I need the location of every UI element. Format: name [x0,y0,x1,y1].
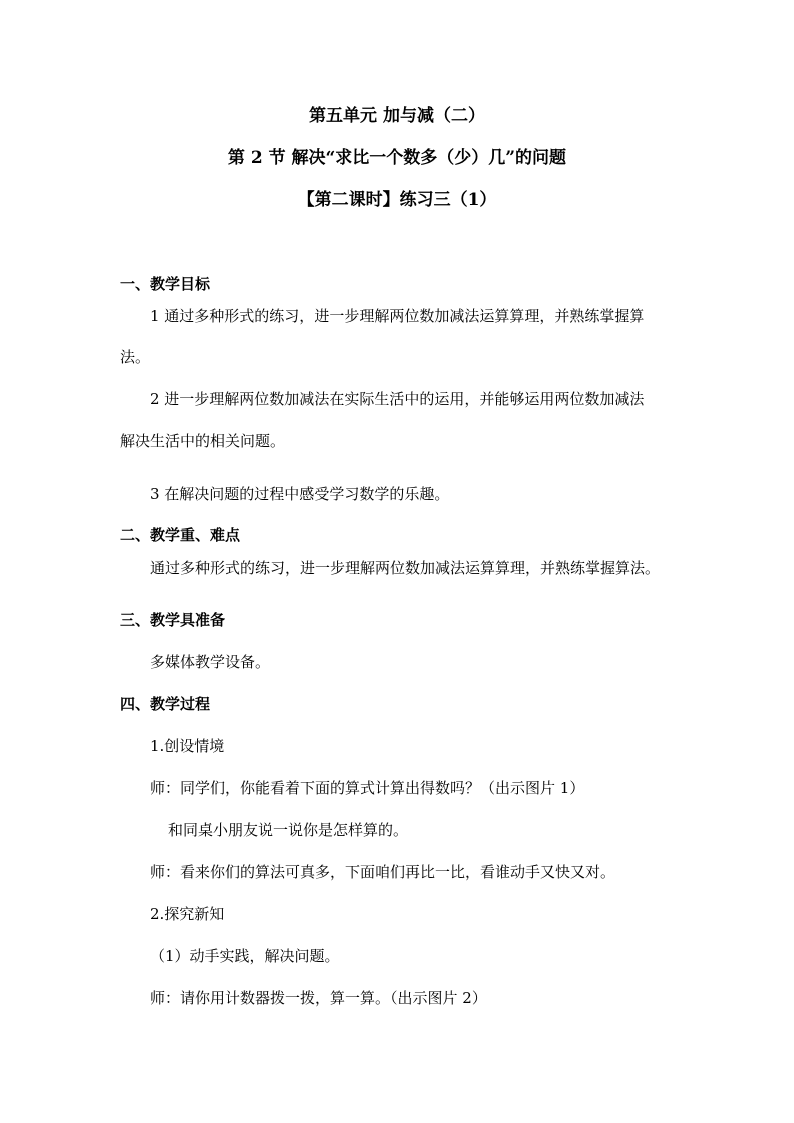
process-step-1: 1.创设情境 [150,737,225,755]
objectives-heading: 一、教学目标 [120,275,211,293]
lesson-title: 【第二课时】练习三（1） [297,190,497,210]
process-paragraph-2: 和同桌小朋友说一说你是怎样算的。 [168,821,409,839]
process-paragraph-3: 师：看来你们的算法可真多，下面咱们再比一比，看谁动手又快又对。 [150,863,616,881]
process-heading: 四、教学过程 [120,695,211,713]
unit-title: 第五单元 加与减（二） [309,106,485,126]
materials-text: 多媒体教学设备。 [150,653,271,671]
key-points-heading: 二、教学重、难点 [120,526,241,544]
objective-1-line-1: 1 通过多种形式的练习，进一步理解两位数加减法运算算理，并熟练掌握算 [150,307,645,325]
objective-2-line-2: 解决生活中的相关问题。 [120,432,286,450]
process-paragraph-4: （1）动手实践，解决问题。 [150,947,340,965]
key-points-text: 通过多种形式的练习，进一步理解两位数加减法运算算理，并熟练掌握算法。 [150,559,661,577]
process-paragraph-1: 师：同学们，你能看着下面的算式计算出得数吗？（出示图片 1） [150,779,585,797]
process-step-2: 2.探究新知 [150,905,225,923]
materials-heading: 三、教学具准备 [120,611,226,629]
objective-1-line-2: 法。 [120,348,151,366]
objective-3: 3 在解决问题的过程中感受学习数学的乐趣。 [150,485,450,503]
section-title: 第 2 节 解决“求比一个数多（少）几”的问题 [227,148,567,168]
objective-2-line-1: 2 进一步理解两位数加减法在实际生活中的运用，并能够运用两位数加减法 [150,390,645,408]
process-paragraph-5: 师：请你用计数器拨一拨，算一算。（出示图片 2） [150,989,487,1007]
